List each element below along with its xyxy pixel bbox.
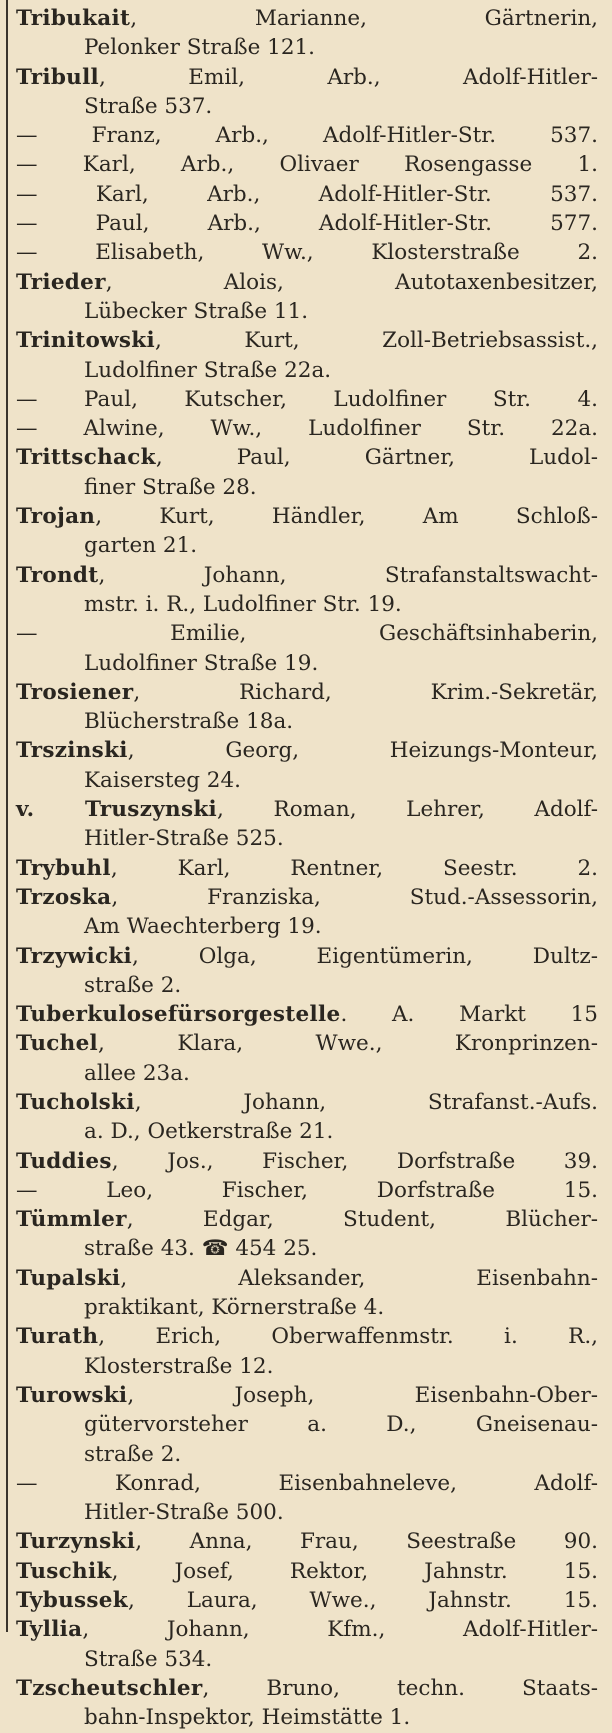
entry-details: — Leo, Fischer, Dorfstraße 15. bbox=[16, 1177, 598, 1203]
directory-entry bbox=[16, 209, 598, 238]
entry-details: , Johann, Strafanst.-Aufs. bbox=[134, 1089, 598, 1115]
directory-entry bbox=[16, 1381, 598, 1469]
directory-entry bbox=[16, 414, 598, 443]
entry-continuation-line: straße 2. bbox=[84, 972, 182, 998]
entry-details: , Olga, Eigentümerin, Dultz- bbox=[132, 943, 598, 969]
entry-details: , Klara, Wwe., Kronprinzen- bbox=[98, 1031, 598, 1057]
directory-entry bbox=[16, 150, 598, 179]
directory-entry bbox=[16, 854, 598, 883]
entry-continuation-line: mstr. i. R., Ludolfiner Str. 19. bbox=[84, 591, 402, 617]
entry-details: , Kurt, Zoll-Betriebsassist., bbox=[154, 328, 598, 354]
entry-first-line bbox=[16, 736, 598, 765]
entry-details: , Erich, Oberwaffenmstr. i. R., bbox=[98, 1324, 598, 1350]
entry-first-line bbox=[16, 1381, 598, 1410]
directory-entry bbox=[16, 1147, 598, 1176]
entry-details: , Marianne, Gärtnerin, bbox=[130, 6, 598, 31]
entry-surname: Tuchel bbox=[16, 1031, 99, 1057]
entry-details: , Emil, Arb., Adolf-Hitler- bbox=[99, 64, 598, 90]
entry-surname: Tucholski bbox=[16, 1089, 135, 1115]
entry-details: , Paul, Gärtner, Ludol- bbox=[155, 445, 598, 471]
entry-first-line bbox=[16, 443, 598, 472]
entry-details: — Konrad, Eisenbahneleve, Adolf- bbox=[16, 1470, 598, 1496]
entry-first-line bbox=[16, 209, 598, 238]
entry-continuation-line: Ludolfiner Straße 22a. bbox=[84, 357, 332, 383]
entry-details: , Georg, Heizungs-Monteur, bbox=[127, 738, 598, 764]
entry-details: , Jos., Fischer, Dorfstraße 39. bbox=[111, 1148, 598, 1174]
entry-surname: Tuschik bbox=[16, 1558, 112, 1584]
left-margin-rule bbox=[6, 0, 8, 1632]
entry-first-line bbox=[16, 1264, 598, 1293]
entry-continuation-line: Lübecker Straße 11. bbox=[84, 298, 309, 324]
directory-entry bbox=[16, 180, 598, 209]
entry-details: — Karl, Arb., Olivaer Rosengasse 1. bbox=[16, 152, 598, 178]
entry-surname: Turzynski bbox=[16, 1529, 136, 1555]
entry-surname: Tyllia bbox=[16, 1617, 83, 1643]
directory-entry bbox=[16, 795, 598, 854]
entry-surname: Turath bbox=[16, 1324, 99, 1350]
entry-continuation-line: praktikant, Körnerstraße 4. bbox=[84, 1295, 385, 1321]
entry-surname: Trzoska bbox=[16, 884, 112, 910]
entry-first-line bbox=[16, 502, 598, 531]
entry-first-line bbox=[16, 1000, 598, 1029]
entry-surname: Trzywicki bbox=[16, 943, 132, 969]
entry-details: , Johann, Kfm., Adolf-Hitler- bbox=[82, 1617, 598, 1643]
entry-details: , Franziska, Stud.-Assessorin, bbox=[111, 884, 598, 910]
entry-continuation-line: Pelonker Straße 121. bbox=[84, 35, 316, 61]
entry-first-line bbox=[16, 1147, 598, 1176]
entry-first-line bbox=[16, 1088, 598, 1117]
directory-entry bbox=[16, 443, 598, 502]
entry-continuation-line: garten 21. bbox=[84, 533, 198, 559]
entry-details: , Karl, Rentner, Seestr. 2. bbox=[110, 855, 598, 881]
entry-surname: Tuddies bbox=[16, 1148, 112, 1174]
entry-continuation-line: Hitler-Straße 500. bbox=[84, 1500, 284, 1526]
directory-entry bbox=[16, 1615, 598, 1674]
entry-surname: Tribull bbox=[16, 64, 100, 90]
directory-entry bbox=[16, 883, 598, 942]
directory-entry bbox=[16, 63, 598, 122]
directory-entry bbox=[16, 942, 598, 1001]
entry-details: — Emilie, Geschäftsinhaberin, bbox=[16, 621, 598, 647]
entry-surname: Trybuhl bbox=[16, 855, 111, 881]
entry-continuation-line: straße 43. ☎ 454 25. bbox=[84, 1236, 318, 1262]
directory-entry bbox=[16, 121, 598, 150]
directory-entry bbox=[16, 678, 598, 737]
entry-first-line bbox=[16, 854, 598, 883]
entry-first-line bbox=[16, 1322, 598, 1351]
directory-entry bbox=[16, 1527, 598, 1556]
entry-first-line bbox=[16, 414, 598, 443]
entry-surname: Tuberkulosefürsorgestelle bbox=[16, 1002, 341, 1028]
entry-details: . A. Markt 15 bbox=[340, 1002, 598, 1028]
entry-first-line bbox=[16, 1674, 598, 1703]
directory-entry bbox=[16, 1264, 598, 1323]
entry-details: , Roman, Lehrer, Adolf- bbox=[217, 797, 599, 823]
directory-entry bbox=[16, 1205, 598, 1264]
directory-entry bbox=[16, 385, 598, 414]
entry-surname: Trieder bbox=[16, 269, 106, 295]
entry-details: , Johann, Strafanstaltswacht- bbox=[98, 562, 598, 588]
directory-entry bbox=[16, 736, 598, 795]
entry-surname: Trszinski bbox=[16, 738, 128, 764]
entry-continuation-line: Hitler-Straße 525. bbox=[84, 826, 284, 852]
directory-entries bbox=[16, 4, 598, 1733]
directory-entry bbox=[16, 1029, 598, 1088]
entry-details: — Paul, Arb., Adolf-Hitler-Str. 577. bbox=[16, 211, 598, 237]
entry-first-line bbox=[16, 1469, 598, 1498]
entry-first-line bbox=[16, 63, 598, 92]
entry-details: , Josef, Rektor, Jahnstr. 15. bbox=[111, 1558, 598, 1584]
entry-details: — Alwine, Ww., Ludolfiner Str. 22a. bbox=[16, 416, 598, 442]
entry-surname: Tümmler bbox=[16, 1207, 127, 1233]
entry-surname: v. Truszynski bbox=[16, 797, 218, 823]
entry-continuation-line: straße 2. bbox=[84, 1441, 182, 1467]
entry-details: , Alois, Autotaxenbesitzer, bbox=[105, 269, 598, 295]
entry-first-line bbox=[16, 1586, 598, 1615]
entry-details: , Edgar, Student, Blücher- bbox=[126, 1207, 598, 1233]
entry-surname: Tybussek bbox=[16, 1588, 128, 1614]
entry-first-line bbox=[16, 1029, 598, 1058]
entry-first-line bbox=[16, 561, 598, 590]
entry-first-line bbox=[16, 1527, 598, 1556]
entry-first-line bbox=[16, 268, 598, 297]
directory-entry bbox=[16, 4, 598, 63]
directory-entry bbox=[16, 619, 598, 678]
entry-continuation-line: Am Waechterberg 19. bbox=[84, 914, 322, 940]
entry-continuation-line: Blücherstraße 18a. bbox=[84, 709, 294, 735]
entry-continuation-line: Klosterstraße 12. bbox=[84, 1353, 274, 1379]
entry-surname: Tzscheutschler bbox=[16, 1675, 203, 1701]
entry-details: , Kurt, Händler, Am Schloß- bbox=[95, 504, 598, 530]
entry-first-line bbox=[16, 883, 598, 912]
entry-continuation-line: Straße 537. bbox=[84, 93, 213, 119]
entry-first-line bbox=[16, 385, 598, 414]
entry-surname: Trosiener bbox=[16, 679, 134, 705]
entry-continuation-line: Kaisersteg 24. bbox=[84, 767, 241, 793]
entry-surname: Tribukait bbox=[16, 6, 131, 31]
directory-entry bbox=[16, 1557, 598, 1586]
directory-entry bbox=[16, 238, 598, 267]
entry-details: — Paul, Kutscher, Ludolfiner Str. 4. bbox=[16, 386, 598, 412]
directory-entry bbox=[16, 326, 598, 385]
entry-first-line bbox=[16, 180, 598, 209]
entry-first-line bbox=[16, 678, 598, 707]
entry-details: — Franz, Arb., Adolf-Hitler-Str. 537. bbox=[16, 123, 598, 149]
entry-surname: Turowski bbox=[16, 1382, 128, 1408]
directory-entry bbox=[16, 1176, 598, 1205]
entry-first-line bbox=[16, 1557, 598, 1586]
entry-first-line bbox=[16, 1176, 598, 1205]
directory-entry bbox=[16, 502, 598, 561]
entry-first-line bbox=[16, 1615, 598, 1644]
directory-entry bbox=[16, 1586, 598, 1615]
entry-surname: Trondt bbox=[16, 562, 99, 588]
entry-first-line bbox=[16, 942, 598, 971]
directory-entry bbox=[16, 1000, 598, 1029]
entry-surname: Trojan bbox=[16, 504, 96, 530]
entry-continuation-line: Ludolfiner Straße 19. bbox=[84, 650, 319, 676]
directory-entry bbox=[16, 561, 598, 620]
directory-entry bbox=[16, 268, 598, 327]
entry-continuation-line: finer Straße 28. bbox=[84, 474, 257, 500]
entry-details: , Aleksander, Eisenbahn- bbox=[120, 1265, 598, 1291]
entry-first-line bbox=[16, 238, 598, 267]
directory-entry bbox=[16, 1469, 598, 1528]
directory-entry bbox=[16, 1322, 598, 1381]
entry-continuation-line: allee 23a. bbox=[84, 1060, 190, 1086]
entry-first-line bbox=[16, 121, 598, 150]
entry-continuation-line: Straße 534. bbox=[84, 1646, 213, 1672]
entry-details: — Karl, Arb., Adolf-Hitler-Str. 537. bbox=[16, 181, 598, 207]
entry-details: , Joseph, Eisenbahn-Ober- bbox=[127, 1382, 598, 1408]
directory-entry bbox=[16, 1674, 598, 1733]
entry-first-line bbox=[16, 619, 598, 648]
entry-details: — Elisabeth, Ww., Klosterstraße 2. bbox=[16, 240, 598, 266]
entry-first-line bbox=[16, 795, 598, 824]
entry-continuation-line: gütervorsteher a. D., Gneisenau- bbox=[84, 1412, 598, 1438]
directory-entry bbox=[16, 1088, 598, 1147]
entry-surname: Tupalski bbox=[16, 1265, 121, 1291]
entry-first-line bbox=[16, 1205, 598, 1234]
entry-first-line bbox=[16, 4, 598, 33]
entry-continuation-line: a. D., Oetkerstraße 21. bbox=[84, 1119, 334, 1145]
entry-details: , Laura, Wwe., Jahnstr. 15. bbox=[127, 1588, 598, 1614]
entry-details: , Bruno, techn. Staats- bbox=[202, 1675, 598, 1701]
entry-continuation-line: bahn-Inspektor, Heimstätte 1. bbox=[84, 1705, 411, 1731]
entry-details: , Richard, Krim.-Sekretär, bbox=[133, 679, 598, 705]
entry-details: , Anna, Frau, Seestraße 90. bbox=[135, 1529, 598, 1555]
entry-first-line bbox=[16, 150, 598, 179]
entry-surname: Trittschack bbox=[16, 445, 156, 471]
entry-first-line bbox=[16, 326, 598, 355]
entry-surname: Trinitowski bbox=[16, 328, 155, 354]
